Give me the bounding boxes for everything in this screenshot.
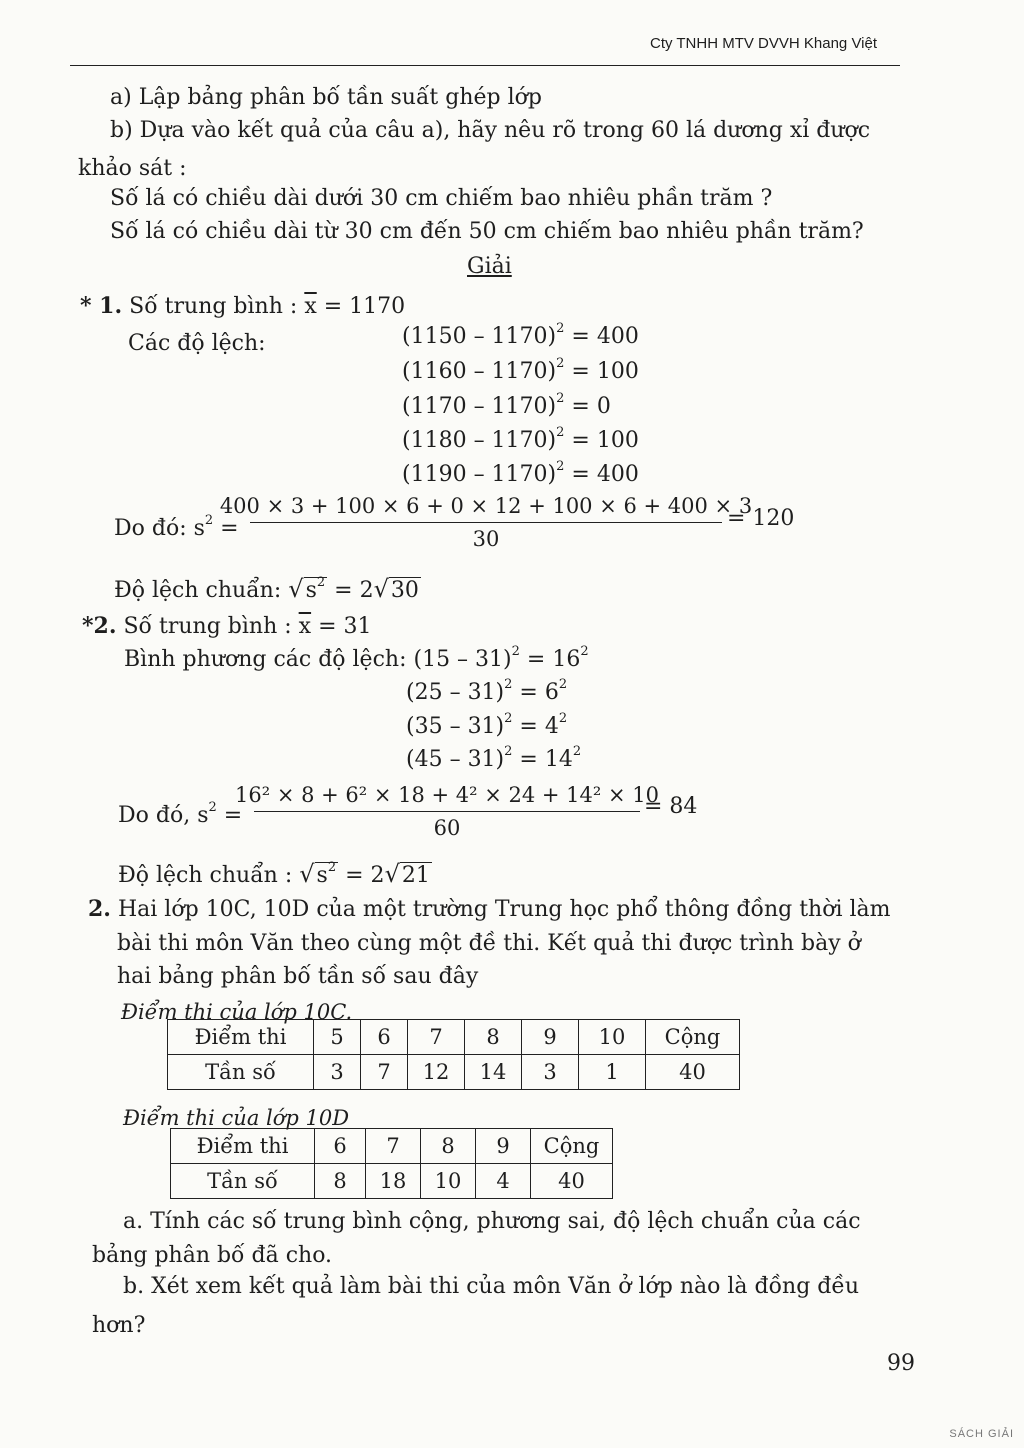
s1-dev-label: Các độ lệch:	[128, 331, 266, 356]
s2-variance-label: Do đó, $s^2$ =	[118, 799, 243, 828]
s1-dev-row: (1170 – 1170)$^2$ = 0	[402, 390, 611, 419]
p2-part-b-line2: hơn?	[92, 1313, 146, 1338]
p2-line2: bài thi môn Văn theo cùng một đề thi. Kết quả thi được trình bày ở	[117, 931, 861, 956]
table-row	[171, 1129, 613, 1164]
table-cell: Cộng	[646, 1020, 740, 1055]
table-cell: 6	[315, 1129, 366, 1164]
intro-part-b-line1: b) Dựa vào kết quả của câu a), hãy nêu rõ trong 60 lá dương xỉ được	[110, 118, 871, 143]
table-cell: 6	[361, 1020, 408, 1055]
table-cell: 3	[314, 1055, 361, 1090]
table-cell: 7	[408, 1020, 465, 1055]
table-10c	[167, 1019, 740, 1090]
p2-part-a-line2: bảng phân bố đã cho.	[92, 1243, 333, 1268]
table-row	[168, 1055, 740, 1090]
table-cell: Điểm thi	[168, 1020, 314, 1055]
table-cell: 12	[408, 1055, 465, 1090]
s1-dev-row: (1190 – 1170)$^2$ = 400	[402, 458, 639, 487]
table-cell: 1	[579, 1055, 646, 1090]
s2-dev-row: $(25 - 31)^2 = 6^2$	[406, 676, 568, 705]
table-cell: 10	[421, 1164, 476, 1199]
caption-10d: Điểm thi của lớp 10D	[123, 1106, 350, 1130]
s1-mean-value: = 1170	[316, 294, 406, 319]
table-row	[168, 1020, 740, 1055]
sqrt-icon: √21	[384, 860, 430, 888]
p2-number: 2.	[88, 896, 111, 922]
s1-mean-line	[80, 292, 405, 321]
s1-dev-row: (1180 – 1170)$^2$ = 100	[402, 424, 639, 453]
s2-variance-denominator: 60	[433, 816, 461, 840]
s2-dev-row: $(45 - 31)^2 = 14^2$	[406, 743, 582, 772]
sqrt-icon: $√s^2$	[288, 574, 326, 603]
table-row	[171, 1164, 613, 1199]
table-cell: 14	[465, 1055, 522, 1090]
table-cell: 8	[465, 1020, 522, 1055]
table-cell: Tần số	[168, 1055, 314, 1090]
table-cell: 8	[315, 1164, 366, 1199]
s1-dev-row: (1150 – 1170)$^2$ = 400	[402, 320, 639, 349]
s1-variance-denominator: 30	[472, 527, 500, 551]
table-cell: Điểm thi	[171, 1129, 315, 1164]
fraction-bar	[254, 811, 640, 812]
s2-variance-fraction	[235, 782, 659, 841]
solution-title: Giải	[467, 254, 512, 279]
table-cell: 9	[476, 1129, 531, 1164]
table-cell: 40	[646, 1055, 740, 1090]
s2-variance-numerator: 16² × 8 + 6² × 18 + 4² × 24 + 14² × 10	[235, 783, 659, 807]
table-cell: 8	[421, 1129, 476, 1164]
s2-number: *2.	[82, 613, 117, 639]
s1-variance-numerator: 400 × 3 + 100 × 6 + 0 × 12 + 100 × 6 + 400 × 3	[219, 494, 753, 518]
sqrt-icon: √30	[373, 575, 419, 603]
s1-variance-label: Do đó: $s^2$ =	[114, 512, 239, 541]
table-cell: Tần số	[171, 1164, 315, 1199]
intro-part-a: a) Lập bảng phân bố tần suất ghép lớp	[110, 85, 542, 110]
watermark-logo: SÁCH GIẢI	[949, 1428, 1014, 1440]
table-10d	[170, 1128, 613, 1199]
fraction-bar	[250, 522, 722, 523]
table-cell: 4	[476, 1164, 531, 1199]
s2-mean-value: = 31	[311, 614, 372, 639]
table-cell: 7	[366, 1129, 421, 1164]
intro-part-b-line2: khảo sát :	[78, 156, 187, 181]
table-cell: Cộng	[531, 1129, 613, 1164]
intro-question1: Số lá có chiều dài dưới 30 cm chiếm bao nhiêu phần trăm ?	[110, 186, 773, 211]
table-cell: 3	[522, 1055, 579, 1090]
s1-variance-fraction	[219, 493, 753, 552]
s2-dev-first-line: Bình phương các độ lệch: $(15 - 31)^2 = 16^2$	[124, 643, 589, 672]
s1-sd-line: Độ lệch chuẩn: $√s^2 = 2√30$	[114, 574, 419, 603]
publisher-header: Cty TNHH MTV DVVH Khang Việt	[650, 35, 878, 52]
p2-line3: hai bảng phân bố tần số sau đây	[117, 964, 479, 989]
table-cell: 18	[366, 1164, 421, 1199]
s1-mean-label: Số trung bình :	[129, 294, 298, 319]
s2-mean-line	[82, 612, 372, 641]
table-cell: 40	[531, 1164, 613, 1199]
sqrt-icon: $√s^2$	[299, 859, 337, 888]
table-cell: 5	[314, 1020, 361, 1055]
s1-dev-row: (1160 – 1170)$^2$ = 100	[402, 355, 639, 384]
header-rule	[70, 65, 900, 66]
table-cell: 10	[579, 1020, 646, 1055]
table-cell: 9	[522, 1020, 579, 1055]
intro-question2: Số lá có chiều dài từ 30 cm đến 50 cm chiếm bao nhiêu phần trăm?	[110, 219, 864, 244]
s1-number: * 1.	[80, 293, 123, 319]
s1-xbar: $\overline{x}$	[304, 294, 317, 319]
page-number: 99	[887, 1351, 915, 1376]
s2-dev-row: $(35 - 31)^2 = 4^2$	[406, 710, 568, 739]
s2-variance-result: = 84	[644, 794, 698, 819]
p2-part-b-line1: b. Xét xem kết quả làm bài thi của môn Văn ở lớp nào là đồng đều	[123, 1274, 860, 1299]
s2-xbar: $\overline{x}$	[298, 614, 312, 639]
caption-10c: Điểm thi của lớp 10C.	[121, 1000, 353, 1024]
s2-mean-label: Số trung bình :	[123, 614, 292, 639]
p2-line1: 2. Hai lớp 10C, 10D của một trường Trung học phổ thông đồng thời làm	[88, 896, 891, 922]
s1-variance-result: = 120	[727, 506, 795, 531]
table-cell: 7	[361, 1055, 408, 1090]
p2-part-a-line1: a. Tính các số trung bình cộng, phương sai, độ lệch chuẩn của các	[123, 1209, 861, 1234]
s2-sd-line: Độ lệch chuẩn : $√s^2 = 2√21$	[118, 859, 430, 888]
